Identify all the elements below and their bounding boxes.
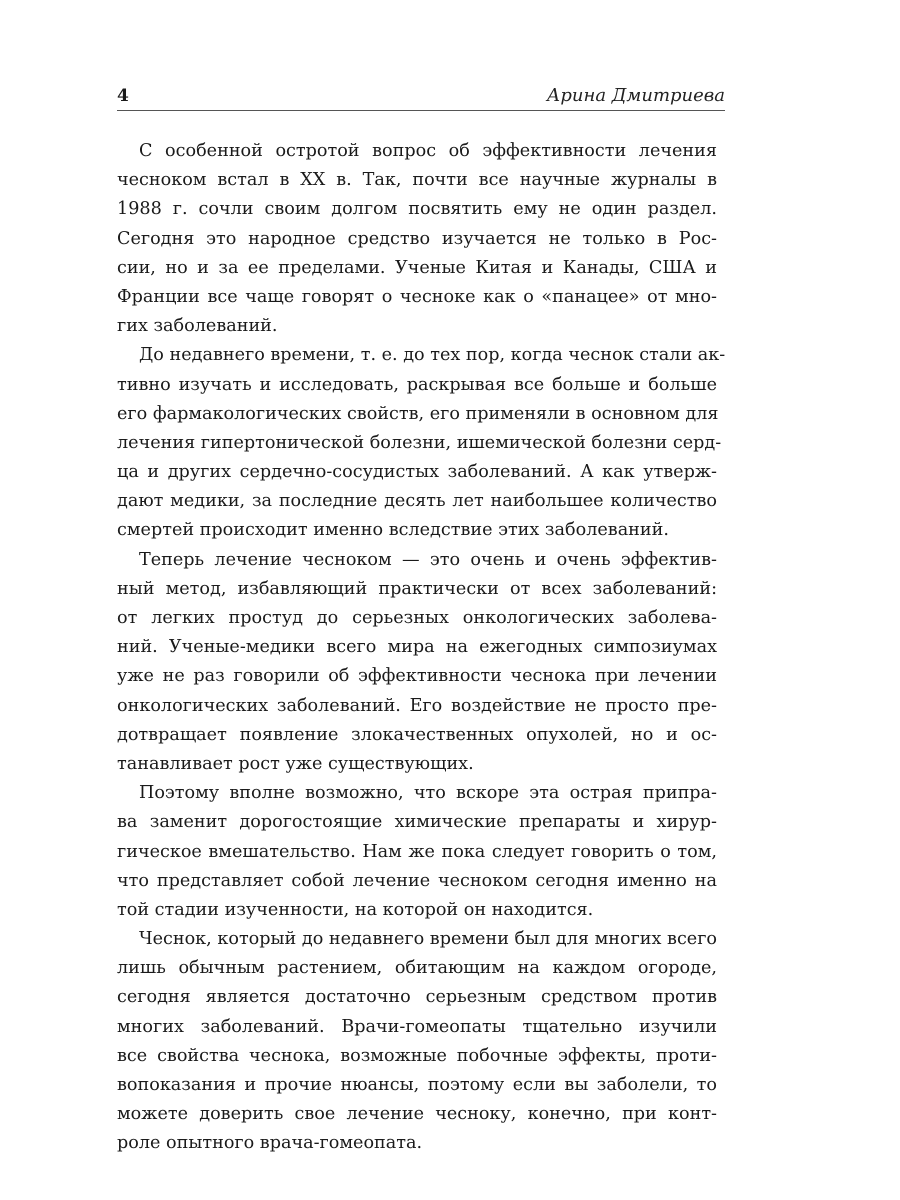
text-line: вопоказания и прочие нюансы, поэтому если вы заболели, то: [117, 1075, 717, 1095]
text-line: все свойства чеснока, возможные побочные эффекты, проти-: [117, 1045, 717, 1066]
text-line: С особенной остротой вопрос об эффективности лечения: [139, 141, 717, 161]
header-rule: [117, 110, 725, 111]
page-header: [117, 84, 725, 110]
text-line: ца и других сердечно-сосудистых заболеваний. А как утверж-: [117, 462, 717, 483]
text-line: сегодня является достаточно серьезным средством против: [117, 987, 717, 1008]
page-number: 4: [117, 86, 129, 106]
text-line: Сегодня это народное средство изучается не только в Рос-: [117, 228, 717, 249]
text-line: сии, но и за ее пределами. Ученые Китая и Канады, США и: [117, 257, 717, 278]
text-line: онкологических заболеваний. Его воздействие не просто пре-: [117, 695, 717, 716]
paragraph: [117, 137, 717, 341]
paragraph: [117, 779, 717, 925]
text-line: многих заболеваний. Врачи-гомеопаты тщательно изучили: [117, 1016, 717, 1037]
paragraph: [117, 546, 717, 780]
text-line: от легких простуд до серьезных онкологических заболева-: [117, 608, 717, 628]
paragraph: [117, 341, 726, 545]
text-line: лечения гипертонической болезни, ишемической болезни серд-: [117, 432, 722, 453]
text-line: тивно изучать и исследовать, раскрывая все больше и больше: [117, 374, 717, 395]
text-line: До недавнего времени, т. е. до тех пор, когда чеснок стали ак-: [139, 345, 726, 366]
text-line: лишь обычным растением, обитающим на каждом огороде,: [117, 958, 717, 979]
text-line: смертей происходит именно вследствие этих заболеваний.: [117, 520, 669, 541]
text-line: Теперь лечение чесноком — это очень и очень эффектив-: [139, 549, 717, 570]
text-line: 1988 г. сочли своим долгом посвятить ему не один раздел.: [117, 199, 717, 220]
text-line: гих заболеваний.: [117, 316, 278, 337]
text-line: ва заменит дорогостоящие химические препараты и хирур-: [117, 812, 717, 833]
text-line: ный метод, избавляющий практически от всех заболеваний:: [117, 578, 717, 599]
text-line: чесноком встал в XX в. Так, почти все научные журналы в: [117, 170, 717, 191]
text-line: ний. Ученые-медики всего мира на ежегодных симпозиумах: [117, 637, 717, 658]
body-text: [117, 137, 726, 1159]
text-line: уже не раз говорили об эффективности чеснока при лечении: [117, 666, 717, 687]
text-line: той стадии изученности, на которой он находится.: [117, 899, 594, 920]
text-line: можете доверить свое лечение чесноку, конечно, при конт-: [117, 1104, 717, 1125]
running-head-author: Арина Дмитриева: [546, 85, 725, 106]
paragraph: [117, 925, 717, 1159]
text-line: дотвращает появление злокачественных опухолей, но и ос-: [117, 724, 717, 745]
text-line: танавливает рост уже существующих.: [117, 753, 474, 774]
text-line: гическое вмешательство. Нам же пока следует говорить о том,: [117, 841, 717, 862]
text-line: роле опытного врача-гомеопата.: [117, 1133, 423, 1154]
text-line: его фармакологических свойств, его применяли в основном для: [117, 403, 719, 424]
text-line: Франции все чаще говорят о чесноке как о «панацее» от мно-: [117, 286, 717, 307]
text-line: Поэтому вполне возможно, что вскоре эта острая припра-: [139, 783, 717, 804]
text-line: что представляет собой лечение чесноком сегодня именно на: [117, 870, 717, 891]
text-line: Чеснок, который до недавнего времени был для многих всего: [139, 929, 718, 950]
text-line: дают медики, за последние десять лет наибольшее количество: [117, 491, 717, 512]
